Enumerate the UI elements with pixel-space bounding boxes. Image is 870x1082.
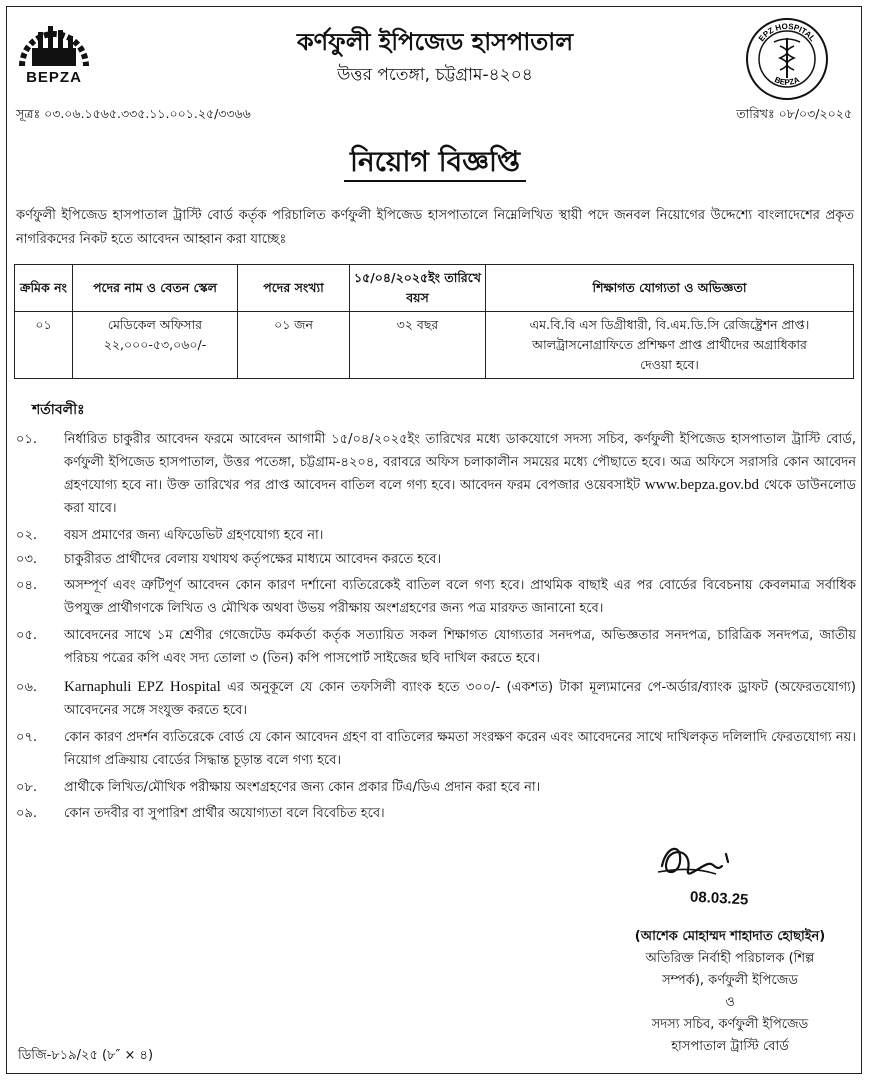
hospital-title: কর্ণফুলী ইপিজেড হাসপাতাল: [296, 28, 574, 56]
condition-number: ০৮.: [16, 780, 38, 795]
notice-heading: [0, 140, 870, 187]
col-header-age: ১৫/০৪/২০২৫ইং তারিখে বয়স: [350, 265, 486, 312]
seal-top-text: EPZ HOSPITAL: [756, 21, 818, 44]
signatory-designation-4: হাসপাতাল ট্রাস্টি বোর্ড: [671, 1039, 789, 1054]
condition-item: [16, 574, 856, 620]
table-row: [15, 312, 854, 379]
condition-text-part: নির্ধারিত চাকুরীর আবেদন ফরমে আবেদন আগামী ১৫/০৪/২০২৫ইং তারিখের মধ্যে ডাকযোগে সদস্য সচিব, কর্ণফুলী ইপিজেড হাসপাতাল ট্রাস্টি বোর্ড, কর্ণফুলী ইপিজেড হাসপাতাল, উত্তর পতেঙ্গা, চট্টগ্রাম-৪২০৪, বরাবরে অফিস চলাকালীন সময়ের মধ্যে পৌছাতে হবে। অত্র অফিসে সরাসরি কোন আবেদন গ্রহণযোগ্য হবে না। উক্ত তারিখের পর প্রাপ্ত আবেদন বাতিল বলে গণ্য হবে। আবেদন ফরম বেপজার ওয়েবসাইট: [64, 432, 856, 493]
condition-number: ০৫.: [16, 628, 38, 643]
col-header-serial: ক্রমিক নং: [15, 265, 73, 312]
condition-text: প্রার্থীকে লিখিত/মৌখিক পরীক্ষায় অংশগ্রহণের জন্য কোন প্রকার টিএ/ডিএ প্রদান করা হবে না।: [64, 780, 541, 795]
memo-number: সূত্রঃ ০৩.০৬.১৫৬৫.৩৩৫.১১.০০১.২৫/৩৩৬৬: [16, 106, 251, 121]
condition-text: অসম্পূর্ণ এবং ত্রুটিপূর্ণ আবেদন কোন কারণ দর্শানো ব্যতিরেকেই বাতিল বলে গণ্য হবে। প্রাথমিক বাছাই এর পর বোর্ডের বিবেচনায় কেবলমাত্র সর্বাধিক উপযুক্ত প্রার্থীগণকে লিখিত ও মৌখিক অথবা উভয় পরীক্ষায় অংশগ্রহণের জন্য পত্র মারফত জানানো হবে।: [64, 578, 856, 616]
condition-number: ০৬.: [16, 680, 38, 695]
payee-name: Karnaphuli EPZ Hospital: [64, 679, 221, 695]
condition-item: [16, 428, 856, 520]
issue-date: তারিখঃ ০৮/০৩/২০২৫: [736, 106, 852, 121]
hospital-address: উত্তর পতেঙ্গা, চট্টগ্রাম-৪২০৪: [337, 65, 533, 85]
condition-number: ০১.: [16, 432, 38, 447]
condition-text: চাকুরীরত প্রার্থীদের বেলায় যথাযথ কর্তৃপক্ষের মাধ্যমে আবেদন করতে হবে।: [64, 552, 442, 567]
signatory-conjunction: ও: [725, 995, 735, 1010]
cell-age: ৩২ বছর: [350, 312, 486, 379]
condition-number: ০৪.: [16, 578, 38, 593]
cell-qualification: এম.বি.বি এস ডিগ্রীধারী, বি.এম.ডি.সি রেজিষ্ট্রেশন প্রাপ্ত। আলট্রাসনোগ্রাফিতে প্রশিক্ষণ প্রাপ্ত প্রার্থীদের অগ্রাধিকার দেওয়া হবে।: [486, 312, 854, 379]
signatory-designation-1: অতিরিক্ত নির্বাহী পরিচালক (শিল্প: [645, 951, 815, 966]
post-name: মেডিকেল অফিসার: [107, 317, 203, 332]
signatory-name: (আশেক মোহাম্মদ শাহাদাত হোছাইন): [634, 929, 826, 944]
col-header-post: পদের নাম ও বেতন স্কেল: [73, 265, 238, 312]
website-link[interactable]: www.bepza.gov.bd: [644, 477, 760, 493]
condition-number: ০৯.: [16, 806, 38, 821]
signatory-block: [610, 926, 850, 1058]
condition-text: কোন কারণ প্রদর্শন ব্যতিরেকে বোর্ড যে কোন আবেদন গ্রহণ বা বাতিলের ক্ষমতা সংরক্ষণ করেন এবং আবেদনের সাথে দাখিলকৃত দলিলাদি ফেরতযোগ্য নয়। নিয়োগ প্রক্রিয়ায় বোর্ডের সিদ্ধান্ত চূড়ান্ত বলে গণ্য হবে।: [64, 730, 856, 768]
signature-date: 08.03.25: [689, 888, 749, 909]
cell-count: ০১ জন: [238, 312, 350, 379]
seal-bottom-text: BEPZA: [773, 75, 801, 87]
col-header-count: পদের সংখ্যা: [238, 265, 350, 312]
condition-item: [16, 524, 856, 547]
condition-text: [64, 428, 856, 520]
vacancy-table: [14, 264, 854, 379]
notice-title-text: নিয়োগ বিজ্ঞপ্তি: [344, 145, 526, 182]
cell-post: [73, 312, 238, 379]
condition-text-part: এর অনুকূলে যে কোন তফসিলী ব্যাংক হতে ৩০০/- (একশত) টাকা মূল্যমানের পে-অর্ডার/ব্যাংক ড্রাফট (অফেরতযোগ্য) আবেদনের সঙ্গে সংযুক্ত করতে হবে।: [64, 680, 856, 718]
pay-scale: ২২,০০০-৫৩,০৬০/-: [103, 337, 207, 352]
condition-number: ০২.: [16, 528, 38, 543]
conditions-heading: শর্তাবলীঃ: [32, 402, 85, 418]
condition-text: আবেদনের সাথে ১ম শ্রেণীর গেজেটেড কর্মকর্তা কর্তৃক সত্যায়িত সকল শিক্ষাগত যোগ্যতার সনদপত্র, অভিজ্ঞতার সনদপত্র, চারিত্রিক সনদপত্র, জাতীয় পরিচয় পত্রের কপি এবং সদ্য তোলা ৩ (তিন) কপি পাসপোর্ট সাইজের ছবি দাখিল করতে হবে।: [64, 628, 856, 666]
logo-left-text: BEPZA: [26, 69, 82, 86]
cell-serial: ০১: [15, 312, 73, 379]
condition-item: [16, 676, 856, 722]
condition-number: ০৩.: [16, 552, 38, 567]
intro-paragraph: কর্ণফুলী ইপিজেড হাসপাতাল ট্রাস্টি বোর্ড কর্তৃক পরিচালিত কর্ণফুলী ইপিজেড হাসপাতালে নিম্নেলিখিত স্থায়ী পদে জনবল নিয়োগের উদ্দেশ্যে বাংলাদেশের প্রকৃত নাগরিকদের নিকট হতে আবেদন আহ্বান করা যাচ্ছেঃ: [16, 208, 854, 247]
condition-text-part: থেকে ডাউনলোড করা যাবে।: [64, 478, 856, 516]
condition-item: [16, 624, 856, 670]
condition-number: ০৭.: [16, 730, 38, 745]
signatory-designation-3: সদস্য সচিব, কর্ণফুলী ইপিজেড: [651, 1017, 809, 1032]
condition-item: [16, 776, 856, 799]
col-header-qualification: শিক্ষাগত যোগ্যতা ও অভিজ্ঞতা: [486, 265, 854, 312]
handwritten-signature: [652, 836, 772, 892]
condition-text: বয়স প্রমাণের জন্য এফিডেভিট গ্রহণযোগ্য হবে না।: [64, 528, 324, 543]
table-header-row: [15, 265, 854, 312]
condition-text: কোন তদবীর বা সুপারিশ প্রার্থীর অযোগ্যতা বলে বিবেচিত হবে।: [64, 806, 385, 821]
condition-item: [16, 802, 856, 825]
condition-item: [16, 726, 856, 772]
condition-text: [64, 676, 856, 722]
signatory-designation-2: সম্পর্ক), কর্ণফুলী ইপিজেড: [662, 973, 798, 988]
dg-code: ডিজি-৮১৯/২৫ (৮″ × ৪): [18, 1048, 154, 1063]
condition-item: [16, 548, 856, 571]
